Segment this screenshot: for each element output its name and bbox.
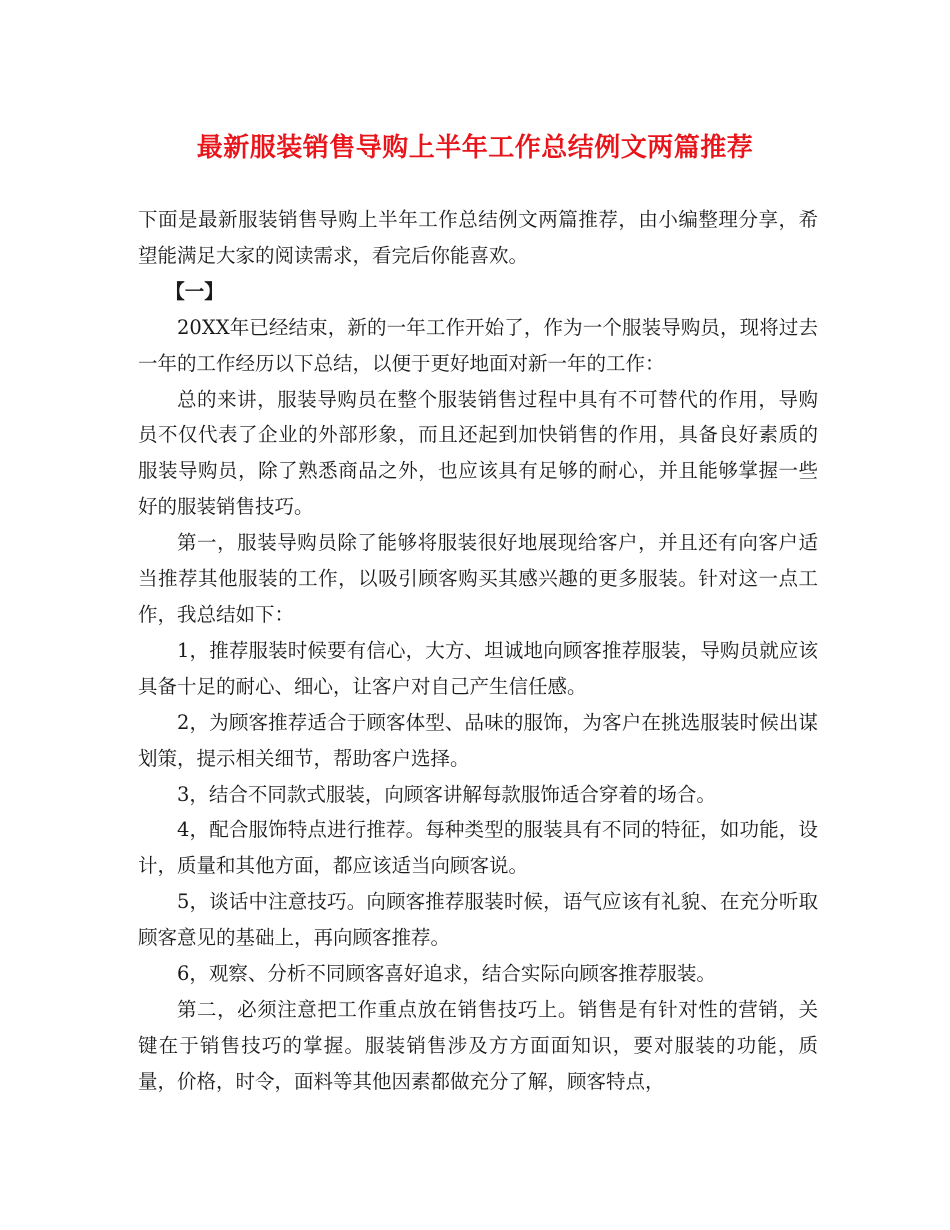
body-paragraph: 总的来讲，服装导购员在整个服装销售过程中具有不可替代的作用，导购员不仅代表了企业的外部形象，而且还起到加快销售的作用，具备良好素质的服装导购员，除了熟悉商品之外，也应该具有足够的耐心，并且能够掌握一些好的服装销售技巧。	[138, 387, 818, 519]
body-paragraph: 4，配合服饰特点进行推荐。每种类型的服装具有不同的特征，如功能，设计，质量和其他方面，都应该适当向顾客说。	[138, 818, 818, 878]
body-paragraph: 第二，必须注意把工作重点放在销售技巧上。销售是有针对性的营销，关键在于销售技巧的掌握。服装销售涉及方方面面知识，要对服装的功能，质量，价格，时令，面料等其他因素都做充分了解，顾客特点，	[138, 997, 818, 1093]
document-body	[138, 202, 818, 1100]
document-title: 最新服装销售导购上半年工作总结例文两篇推荐	[196, 133, 754, 163]
body-paragraph: 5，谈话中注意技巧。向顾客推荐服装时候，语气应该有礼貌、在充分听取顾客意见的基础上，再向顾客推荐。	[138, 890, 818, 950]
section-marker: 【一】	[165, 279, 224, 303]
body-paragraph: 20XX年已经结束，新的一年工作开始了，作为一个服装导购员，现将过去一年的工作经历以下总结，以便于更好地面对新一年的工作：	[138, 315, 818, 375]
body-paragraph: 2，为顾客推荐适合于顾客体型、品味的服饰，为客户在挑选服装时候出谋划策，提示相关细节，帮助客户选择。	[138, 710, 818, 770]
body-paragraph: 第一，服装导购员除了能够将服装很好地展现给客户，并且还有向客户适当推荐其他服装的工作，以吸引顾客购买其感兴趣的更多服装。针对这一点工作，我总结如下：	[138, 531, 818, 626]
body-paragraph: 6，观察、分析不同顾客喜好追求，结合实际向顾客推荐服装。	[177, 962, 716, 986]
body-paragraph: 1，推荐服装时候要有信心，大方、坦诚地向顾客推荐服装，导购员就应该具备十足的耐心、细心，让客户对自己产生信任感。	[138, 638, 818, 698]
intro-paragraph: 下面是最新服装销售导购上半年工作总结例文两篇推荐，由小编整理分享，希望能满足大家的阅读需求，看完后你能喜欢。	[138, 208, 818, 267]
body-paragraph: 3，结合不同款式服装，向顾客讲解每款服饰适合穿着的场合。	[177, 782, 716, 806]
